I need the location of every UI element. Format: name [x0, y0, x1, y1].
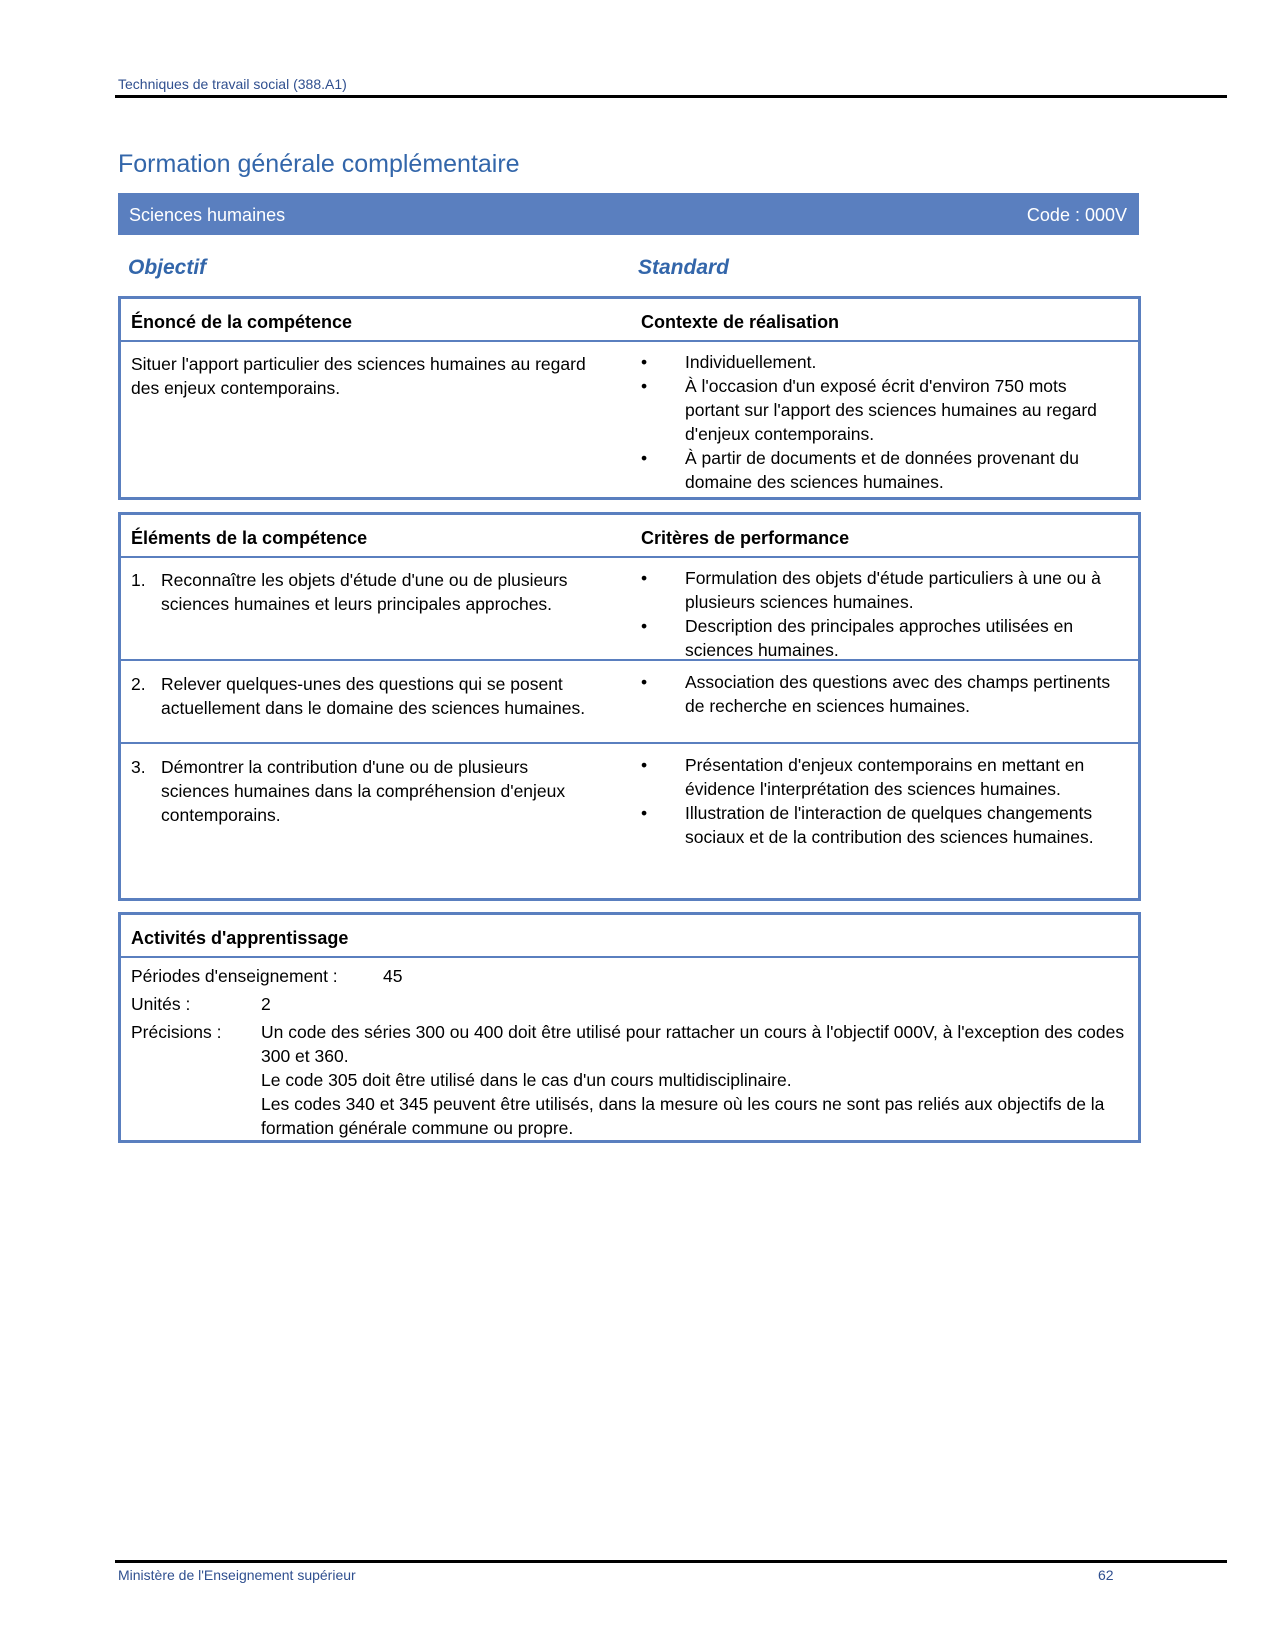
criteria-item [641, 670, 1121, 718]
bullet-icon: • [641, 616, 648, 636]
element-row-2 [131, 672, 601, 720]
criteria-item-text: Illustration de l'interaction de quelques changements sociaux et de la contribution des sciences humaines. [685, 803, 1094, 847]
activites-heading: Activités d'apprentissage [131, 928, 349, 948]
page-number: 62 [1098, 1567, 1114, 1583]
enonce-heading: Énoncé de la compétence [131, 312, 353, 332]
elements-heading: Éléments de la compétence [131, 528, 368, 548]
contexte-item-text: À l'occasion d'un exposé écrit d'environ 750 mots portant sur l'apport des sciences humaines au regard d'enjeux contemporains. [685, 376, 1097, 444]
bullet-icon: • [641, 448, 648, 468]
precisions-list [261, 1020, 1131, 1140]
objectif-heading: Objectif [128, 256, 207, 279]
bullet-icon: • [641, 672, 648, 692]
criteria-item-text: Description des principales approches utilisées en sciences humaines. [685, 616, 1074, 660]
element-number: 1. [131, 570, 146, 590]
element-row-3 [131, 755, 601, 827]
element-text: Relever quelques-unes des questions qui se posent actuellement dans le domaine des sciences humaines. [161, 674, 586, 718]
running-header: Techniques de travail social (388.A1) [118, 76, 347, 92]
criteria-row-1 [641, 566, 1121, 662]
criteria-item [641, 566, 1121, 614]
elements-box [118, 512, 1141, 901]
criteres-heading: Critères de performance [641, 528, 850, 548]
precision-item: Un code des séries 300 ou 400 doit être utilisé pour rattacher un cours à l'objectif 000V, à l'exception des codes 300 et 360. [261, 1022, 1125, 1066]
standard-heading: Standard [638, 256, 730, 279]
bullet-icon: • [641, 352, 648, 372]
competence-statement: Situer l'apport particulier des sciences humaines au regard des enjeux contemporains. [131, 354, 586, 398]
subject-name: Sciences humaines [129, 205, 286, 225]
criteria-row-2 [641, 670, 1121, 718]
contexte-item [641, 350, 1121, 374]
periodes-label: Périodes d'enseignement : [131, 966, 338, 986]
element-text: Reconnaître les objets d'étude d'une ou de plusieurs sciences humaines et leurs principales approches. [161, 570, 568, 614]
subject-band [118, 193, 1139, 235]
activites-header [121, 915, 1138, 958]
unites-value: 2 [261, 994, 271, 1014]
activites-box [118, 912, 1141, 1143]
element-number: 2. [131, 674, 146, 694]
element-text: Démontrer la contribution d'une ou de plusieurs sciences humaines dans la compréhension d'enjeux contemporains. [161, 757, 566, 825]
criteria-item [641, 801, 1121, 849]
contexte-item-text: À partir de documents et de données provenant du domaine des sciences humaines. [685, 448, 1080, 492]
bullet-icon: • [641, 376, 648, 396]
page-title: Formation générale complémentaire [118, 150, 520, 178]
subject-code: Code : 000V [1026, 205, 1127, 225]
elements-header [121, 515, 1138, 558]
precision-item: Le code 305 doit être utilisé dans le cas d'un cours multidisciplinaire. [261, 1070, 792, 1090]
enonce-header [121, 299, 1138, 342]
enonce-box [118, 296, 1141, 500]
precisions-label: Précisions : [131, 1022, 222, 1042]
criteria-item-text: Présentation d'enjeux contemporains en mettant en évidence l'interprétation des sciences humaines. [685, 755, 1085, 799]
row-divider [121, 659, 1138, 661]
bullet-icon: • [641, 803, 648, 823]
criteria-item [641, 753, 1121, 801]
contexte-item-text: Individuellement. [685, 352, 817, 372]
bullet-icon: • [641, 755, 648, 775]
unites-label: Unités : [131, 994, 191, 1014]
element-number: 3. [131, 757, 146, 777]
header-rule [115, 95, 1227, 98]
criteria-row-3 [641, 753, 1121, 849]
element-row-1 [131, 568, 601, 616]
criteria-item-text: Formulation des objets d'étude particuliers à une ou à plusieurs sciences humaines. [685, 568, 1101, 612]
bullet-icon: • [641, 568, 648, 588]
contexte-item [641, 374, 1121, 446]
contexte-heading: Contexte de réalisation [641, 312, 840, 332]
contexte-list [641, 350, 1121, 494]
contexte-item [641, 446, 1121, 494]
footer-ministry: Ministère de l'Enseignement supérieur [118, 1567, 356, 1583]
criteria-item-text: Association des questions avec des champs pertinents de recherche en sciences humaines. [685, 672, 1111, 716]
row-divider [121, 742, 1138, 744]
criteria-item [641, 614, 1121, 662]
footer-rule [115, 1560, 1227, 1563]
precision-item: Les codes 340 et 345 peuvent être utilisés, dans la mesure où les cours ne sont pas reliés aux objectifs de la formation générale commune ou propre. [261, 1094, 1105, 1138]
periodes-value: 45 [383, 966, 403, 986]
